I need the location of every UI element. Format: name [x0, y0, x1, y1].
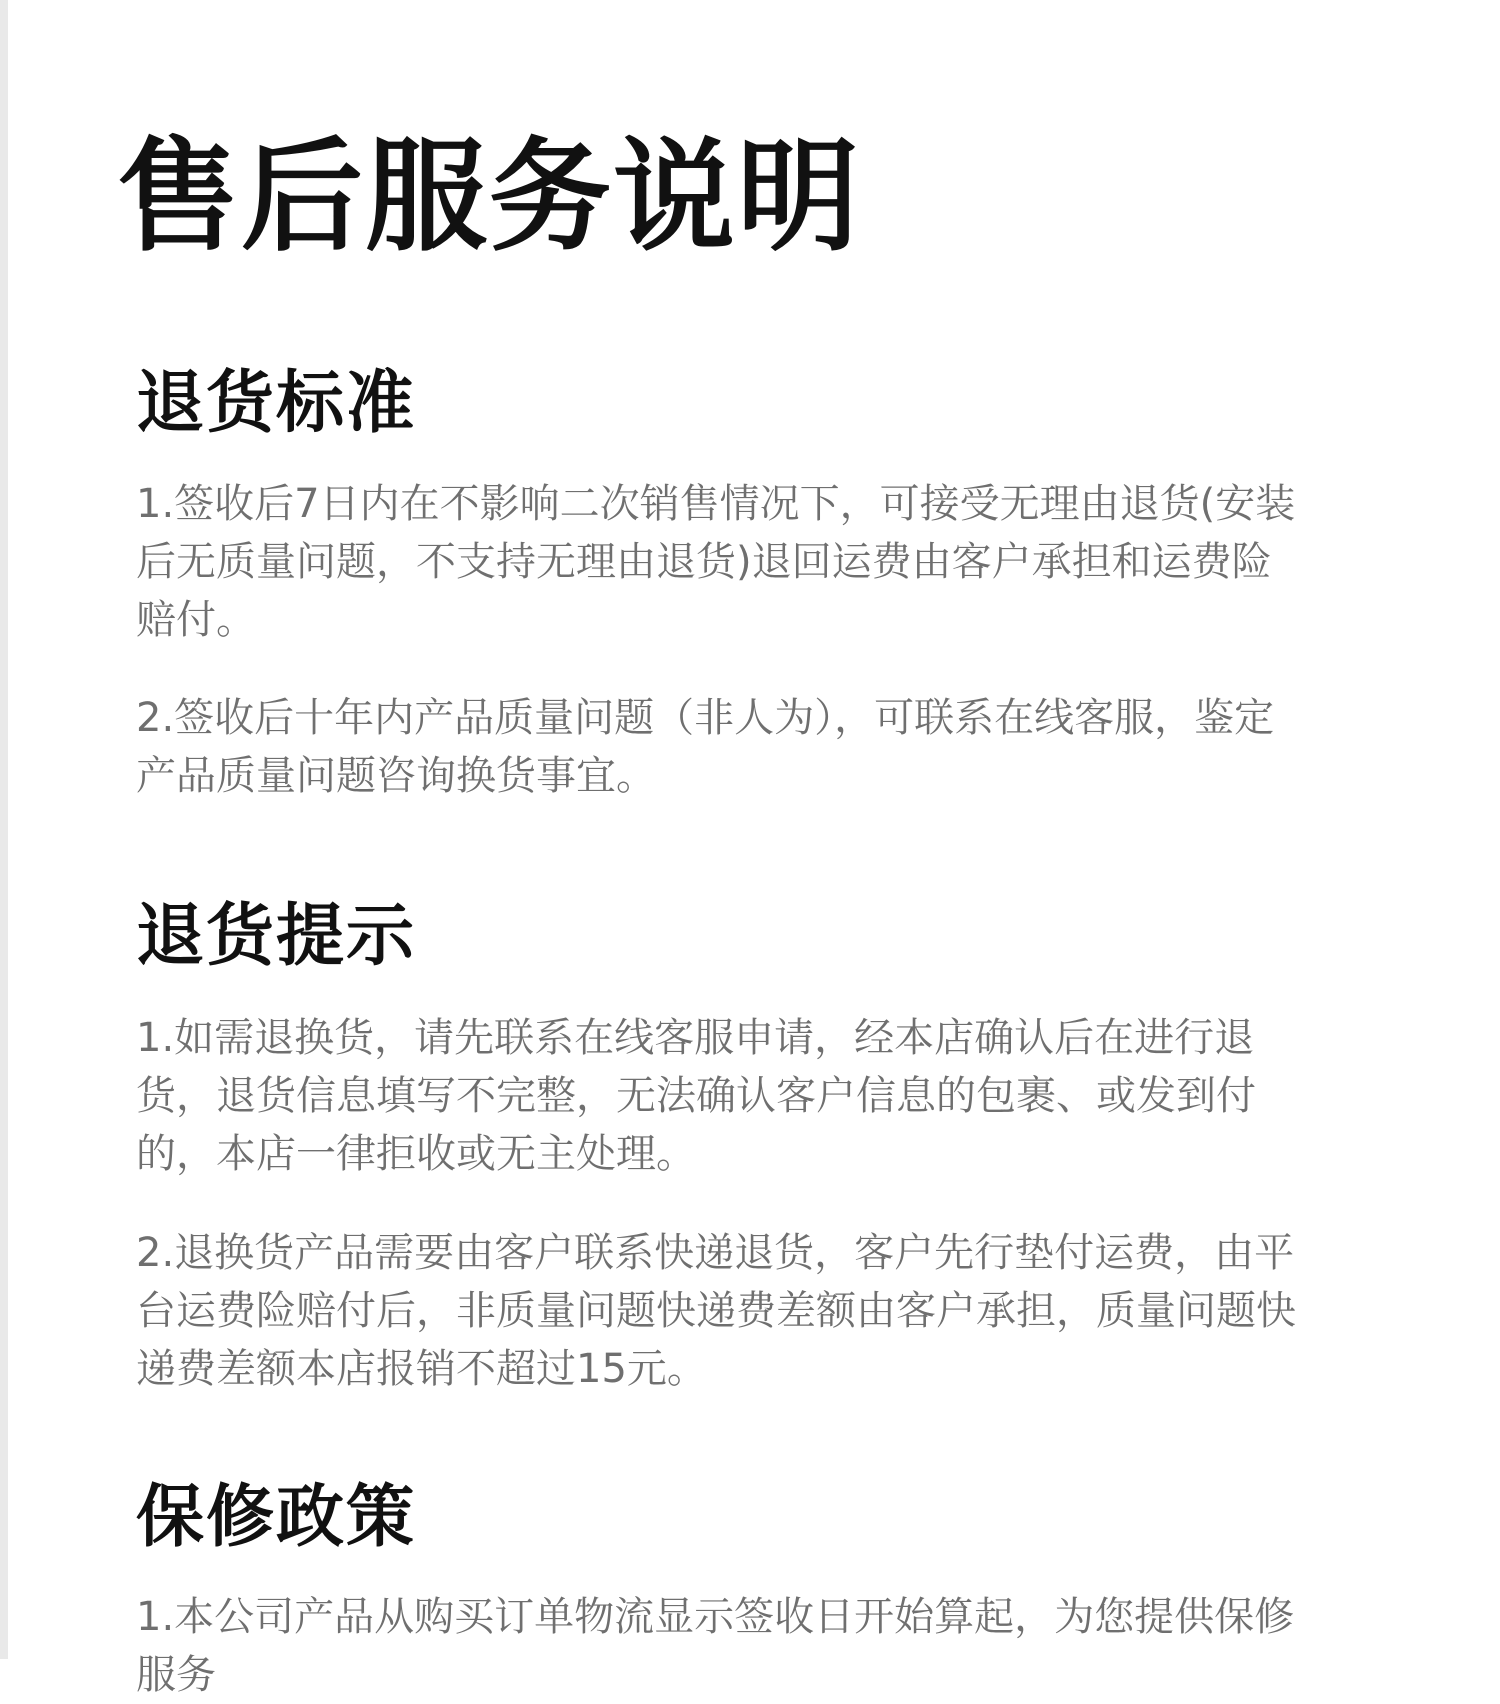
- left-edge-divider: [0, 0, 8, 1659]
- return-standard-paragraph-1: 1.签收后7日内在不影响二次销售情况下，可接受无理由退货(安装后无质量问题，不支持无理由退货)退回运费由客户承担和运费险赔付。: [136, 481, 1296, 643]
- warranty-policy-paragraph-1: 1.本公司产品从购买订单物流显示签收日开始算起，为您提供保修服务: [136, 1594, 1295, 1698]
- return-tips-paragraph-2: 2.退换货产品需要由客户联系快递退货，客户先行垫付运费，由平台运费险赔付后，非质量问题快递费差额由客户承担，质量问题快递费差额本店报销不超过15元。: [136, 1230, 1296, 1392]
- section-heading-warranty-policy: 保修政策: [136, 1478, 417, 1557]
- return-standard-paragraph-2: 2.签收后十年内产品质量问题（非人为），可联系在线客服，鉴定产品质量问题咨询换货事宜。: [136, 695, 1275, 799]
- section-heading-return-tips: 退货提示: [136, 897, 417, 976]
- section-heading-return-standard: 退货标准: [136, 364, 417, 443]
- page-title: 售后服务说明: [117, 126, 861, 268]
- return-tips-paragraph-1: 1.如需退换货，请先联系在线客服申请，经本店确认后在进行退货，退货信息填写不完整，无法确认客户信息的包裹、或发到付的，本店一律拒收或无主处理。: [136, 1015, 1256, 1177]
